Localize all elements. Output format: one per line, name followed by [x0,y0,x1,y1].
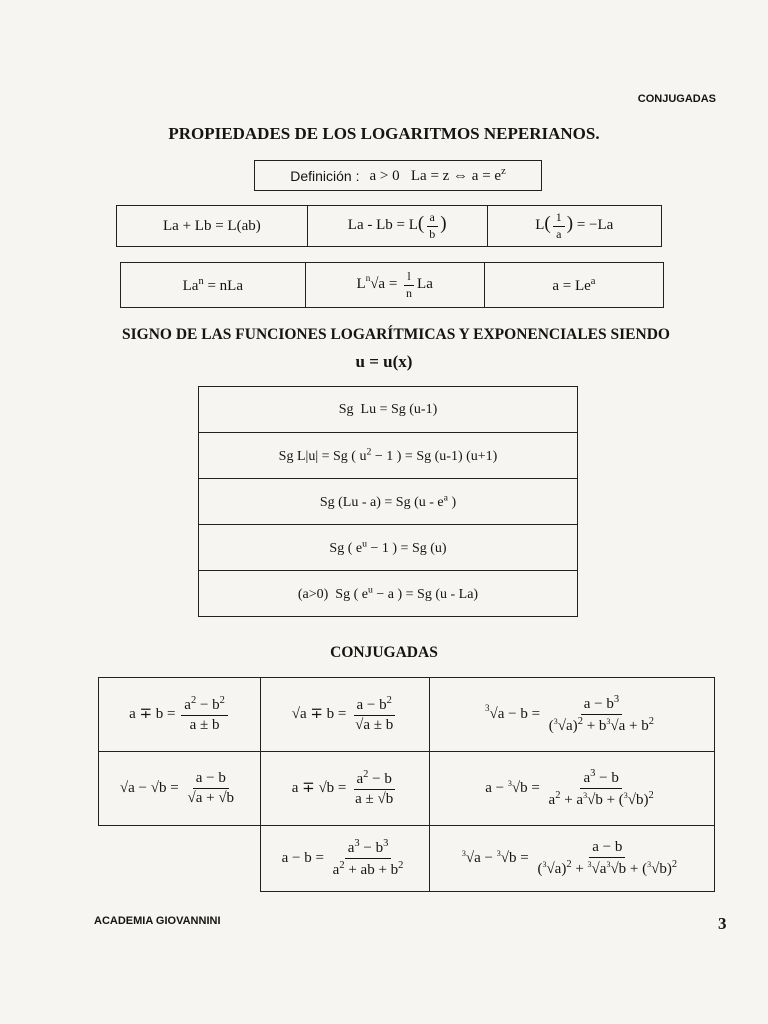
section-title-signo: SIGNO DE LAS FUNCIONES LOGARÍTMICAS Y EXPONENCIALES SIENDO [122,326,670,343]
section-title-propiedades: PROPIEDADES DE LOS LOGARITMOS NEPERIANOS. [168,124,600,143]
conjugate-cell: a ∓ b = $\frac{a^2 - b^2}{a \pm b}$ [99,678,261,752]
sign-row: Sg (Lu - a) = Sg ($u - e^a$ ) [199,479,578,525]
page-number: 3 [718,914,727,933]
conjugate-cell: a − b = $\frac{a^3 - b^3}{a^2 + ab + b^2}$ [261,826,430,892]
definition-label: Definición : [290,167,360,184]
property-difference: La - Lb = L( $\frac{a}{b}$ ) [307,206,487,247]
footer-publisher: ACADEMIA GIOVANNINI [94,915,221,927]
sign-row: Sg L|u| = Sg ( $u^2 - 1$ ) = Sg (u-1) (u+1) [199,433,578,479]
property-root: $L^n√a$ = $\frac{l}{n}$ La [305,263,484,308]
sign-row: Sg ( $e^u - 1$ ) = Sg (u) [199,525,578,571]
property-exponential: $a = Le^a$ [484,263,663,308]
conjugate-cell: a ∓ √b = $\frac{a^2 - b}{a \pm √b}$ [261,752,430,826]
empty-cell [99,826,261,892]
conjugate-cell: $^3$√a − $^3$√b = $\frac{a - b}{(^3√a)^2 + ^3√a^3√b + (^3√b)^2}$ [430,826,715,892]
properties-table-row2 [120,262,664,308]
definition-box [254,160,542,191]
conjugate-cell: √a ∓ b = $\frac{a - b^2}{√a \pm b}$ [261,678,430,752]
property-sum: La + Lb = L(ab) [117,206,308,247]
property-reciprocal: L( $\frac{1}{a}$ ) = −La [487,206,661,247]
properties-table-row1 [116,205,662,247]
sign-row: (a>0) Sg ( $e^u - a$ ) = Sg (u - La) [199,571,578,617]
conjugate-cell: √a − √b = $\frac{a - b}{√a + √b}$ [99,752,261,826]
definition-formula: a > 0 La = z ⇔ $a = e^z$ [369,166,506,184]
sign-row: Sg Lu = Sg (u-1) [199,387,578,433]
header-section-tag: CONJUGADAS [637,93,716,105]
section-subtitle-u: u = u(x) [355,352,413,371]
conjugates-table [98,677,715,892]
conjugate-cell: a − $^3$√b = $\frac{a^3 - b}{a^2 + a^3√b + (^3√b)^2}$ [430,752,715,826]
conjugate-cell: $^3$√a − b = $\frac{a - b^3}{(^3√a)^2 + b^3√a + b^2}$ [430,678,715,752]
sign-table [198,386,578,617]
section-title-conjugadas: CONJUGADAS [330,644,438,661]
property-power: $La^n$ = nLa [121,263,306,308]
